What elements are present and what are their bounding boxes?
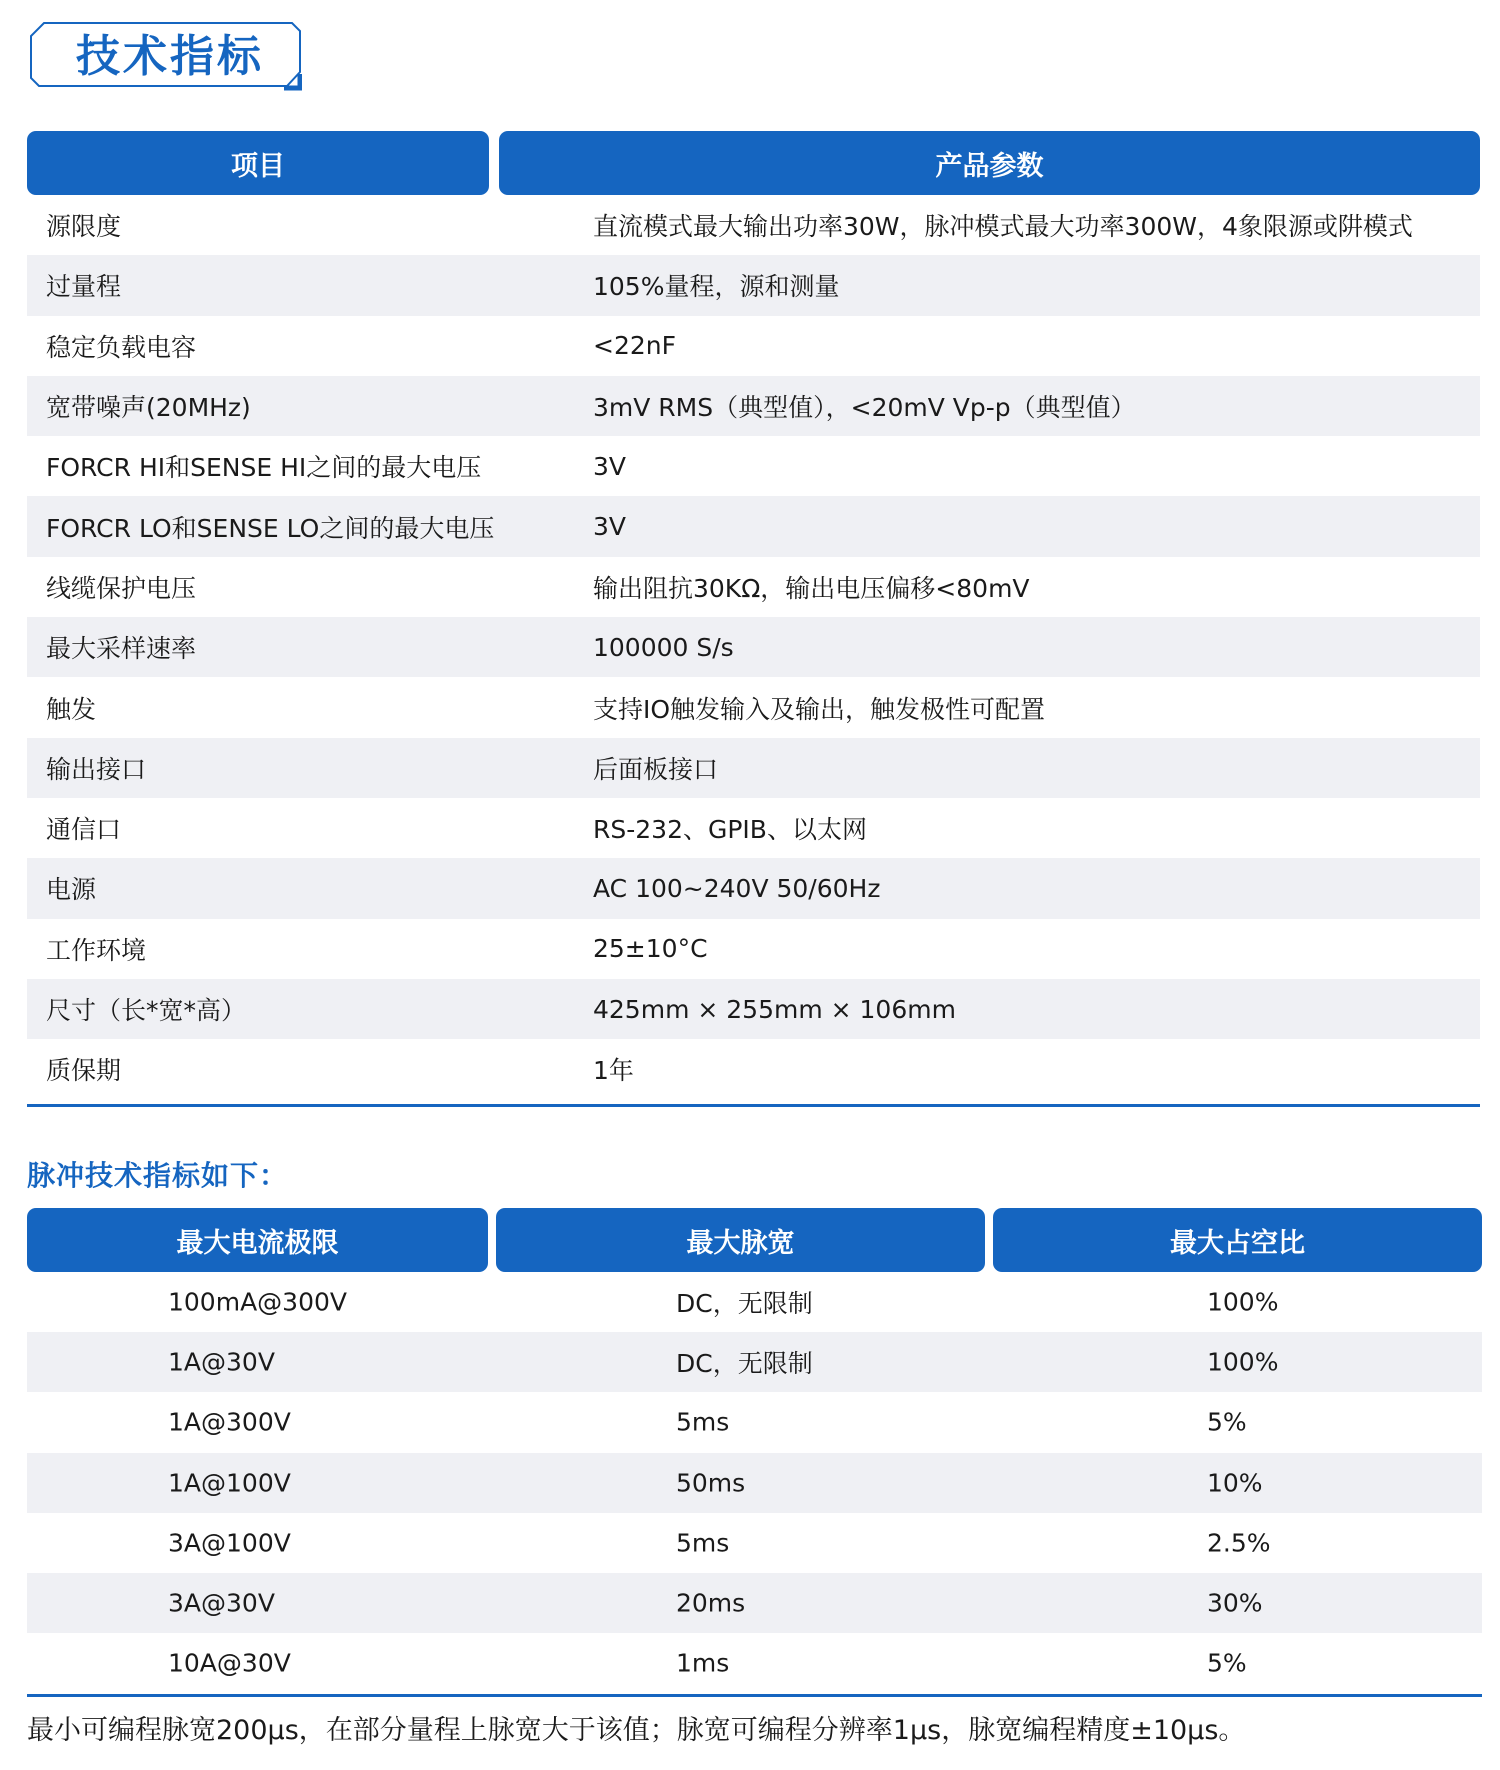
table-row — [27, 1453, 1482, 1513]
table-row — [27, 195, 1480, 255]
table-row — [27, 798, 1480, 858]
pulse-duty: 5% — [1207, 1407, 1247, 1437]
table-row — [27, 316, 1480, 376]
spec-item: 尺寸（长*宽*高） — [46, 996, 247, 1025]
pulse-header-width: 最大脉宽 — [496, 1208, 985, 1272]
pulse-duty: 100% — [1207, 1347, 1279, 1377]
pulse-duty: 100% — [1207, 1287, 1279, 1317]
pulse-footnote: 最小可编程脉宽200μs，在部分量程上脉宽大于该值；脉宽可编程分辨率1μs，脉宽编程精度±10μs。 — [27, 1715, 1246, 1746]
pulse-duty: 2.5% — [1207, 1528, 1271, 1558]
spec-value: RS-232、GPIB、以太网 — [593, 815, 867, 845]
pulse-width: 50ms — [676, 1468, 746, 1498]
spec-value: 105%量程，源和测量 — [593, 272, 840, 302]
spec-item: 工作环境 — [46, 935, 147, 965]
table-row — [27, 919, 1480, 979]
spec-table-header — [27, 131, 1480, 195]
spec-item: 电源 — [46, 875, 97, 905]
spec-value: 3V — [593, 451, 627, 481]
pulse-current: 1A@100V — [168, 1468, 291, 1498]
spec-item: FORCR HI和SENSE HI之间的最大电压 — [46, 453, 482, 483]
pulse-duty: 10% — [1207, 1468, 1263, 1498]
spec-item: 稳定负载电容 — [46, 332, 197, 362]
spec-rows — [27, 195, 1480, 1099]
table-row — [27, 1633, 1482, 1693]
table-row — [27, 1272, 1482, 1332]
table-row — [27, 1392, 1482, 1452]
table-row — [27, 1573, 1482, 1633]
spec-value: 1年 — [593, 1056, 634, 1086]
spec-item: 通信口 — [46, 815, 122, 845]
spec-value: 3V — [593, 512, 627, 542]
table-row — [27, 496, 1480, 556]
spec-value: AC 100~240V 50/60Hz — [593, 873, 881, 903]
spec-value: 425mm × 255mm × 106mm — [593, 994, 956, 1024]
page-title: 技术指标 — [76, 31, 264, 82]
table-row — [27, 979, 1480, 1039]
table-row — [27, 617, 1480, 677]
table-row — [27, 1039, 1480, 1099]
table-row — [27, 1513, 1482, 1573]
table-row — [27, 1332, 1482, 1392]
spec-value: 支持IO触发输入及输出，触发极性可配置 — [593, 694, 1046, 724]
pulse-current: 3A@100V — [168, 1528, 291, 1558]
pulse-current: 1A@300V — [168, 1407, 291, 1437]
spec-value: 3mV RMS（典型值），<20mV Vp-p（典型值） — [593, 393, 1136, 423]
spec-value: 100000 S/s — [593, 632, 734, 662]
table-row — [27, 255, 1480, 315]
spec-item: 宽带噪声(20MHz) — [46, 393, 251, 423]
spec-value: <22nF — [593, 331, 676, 361]
pulse-table — [27, 1208, 1482, 1693]
pulse-current: 3A@30V — [168, 1588, 275, 1618]
pulse-table-divider — [27, 1694, 1482, 1697]
pulse-current: 100mA@300V — [168, 1287, 347, 1317]
spec-item: 线缆保护电压 — [46, 573, 197, 603]
pulse-width: 5ms — [676, 1407, 730, 1437]
spec-item: 源限度 — [46, 212, 122, 242]
table-row — [27, 376, 1480, 436]
table-row — [27, 738, 1480, 798]
pulse-current: 1A@30V — [168, 1347, 275, 1377]
spec-header-item: 项目 — [27, 131, 489, 195]
pulse-width: 5ms — [676, 1528, 730, 1558]
spec-table-divider — [27, 1104, 1480, 1107]
pulse-duty: 30% — [1207, 1588, 1263, 1618]
pulse-header-current: 最大电流极限 — [27, 1208, 488, 1272]
spec-value: 25±10°C — [593, 934, 708, 964]
pulse-width: 20ms — [676, 1588, 746, 1618]
section-title-badge — [30, 22, 302, 92]
pulse-duty: 5% — [1207, 1648, 1247, 1678]
pulse-width: DC，无限制 — [676, 1289, 813, 1319]
spec-item: 质保期 — [46, 1056, 122, 1086]
spec-item: FORCR LO和SENSE LO之间的最大电压 — [46, 513, 495, 543]
spec-header-param: 产品参数 — [499, 131, 1480, 195]
spec-table — [27, 131, 1480, 1099]
spec-item: 过量程 — [46, 272, 122, 302]
table-row — [27, 436, 1480, 496]
table-row — [27, 858, 1480, 918]
pulse-header-duty: 最大占空比 — [993, 1208, 1482, 1272]
table-row — [27, 677, 1480, 737]
spec-item: 最大采样速率 — [46, 634, 197, 664]
pulse-width: DC，无限制 — [676, 1349, 813, 1379]
spec-value: 直流模式最大输出功率30W，脉冲模式最大功率300W，4象限源或阱模式 — [593, 212, 1413, 242]
spec-value: 后面板接口 — [593, 754, 719, 784]
pulse-section-heading: 脉冲技术指标如下： — [27, 1159, 289, 1192]
pulse-current: 10A@30V — [168, 1648, 291, 1678]
spec-value: 输出阻抗30KΩ，输出电压偏移<80mV — [593, 573, 1030, 603]
table-row — [27, 557, 1480, 617]
pulse-table-header — [27, 1208, 1482, 1272]
spec-item: 触发 — [46, 694, 97, 724]
pulse-width: 1ms — [676, 1648, 730, 1678]
spec-item: 输出接口 — [46, 754, 147, 784]
